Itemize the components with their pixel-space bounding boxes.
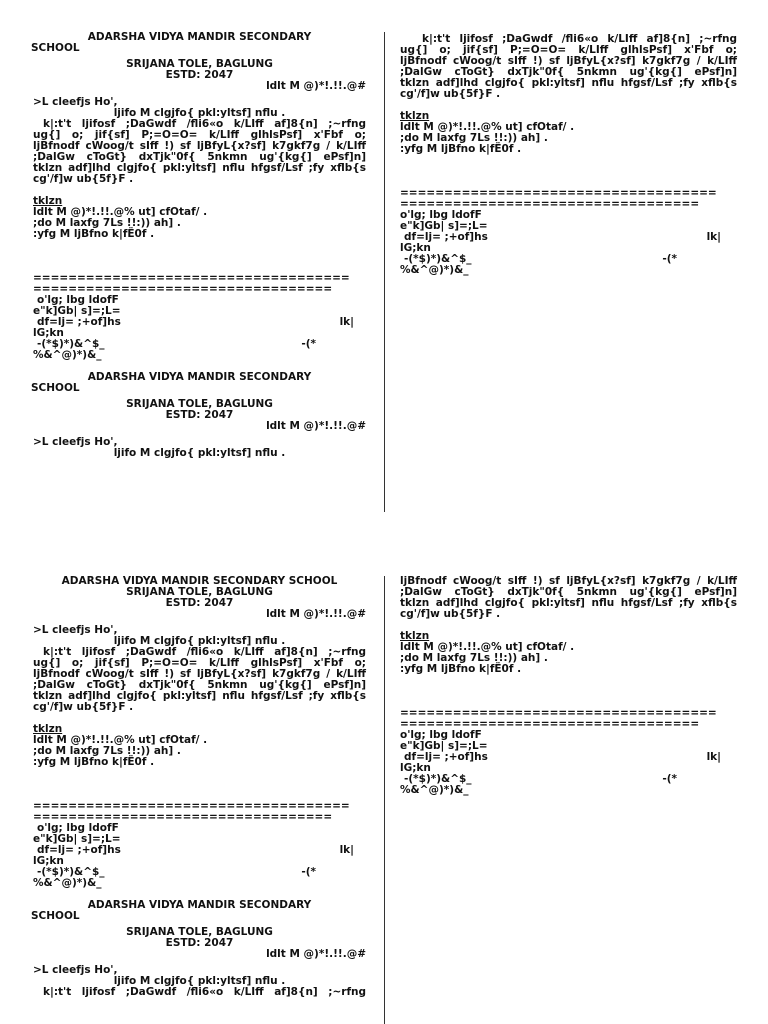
signatory-name-2: e"k]Gb| s]=;L=	[33, 833, 121, 845]
body-line: ug{] o; jif{sf] P;=O=O= k/LIff glhlsPsf] x'Fbf o;	[400, 44, 737, 56]
left-column	[33, 576, 366, 998]
body-line: cg'/f]w ub{5f}F .	[400, 88, 501, 100]
school-address: SRIJANA TOLE, BAGLUNG	[126, 926, 273, 938]
letter-date: ldlt M @)*!.!!.@#	[266, 80, 366, 92]
left-column	[33, 32, 366, 459]
column-divider	[384, 32, 385, 512]
letter-date: ldlt M @)*!.!!.@#	[266, 948, 366, 960]
document-page-bottom	[0, 572, 768, 1024]
salutation: >L cleefjs Ho',	[33, 624, 118, 636]
body-line: tklzn adf]lhd clgjfo{ pkl:yltsf] nflu hfgsf/Lsf ;fy xflb{s	[400, 77, 737, 89]
phone-right-fragment: -(*	[662, 773, 677, 785]
meeting-date: ldlt M @)*!.!!.@% ut] cfOtaf/ .	[400, 641, 575, 653]
body-line: ;DalGw cToGt} dxTjk"0f{ 5nkmn ug'{kg{] ePsf]n]	[33, 679, 366, 691]
body-line: tklzn adf]lhd clgjfo{ pkl:yltsf] nflu hfgsf/Lsf ;fy xflb{s	[33, 690, 366, 702]
body-line: tklzn adf]lhd clgjfo{ pkl:yltsf] nflu hfgsf/Lsf ;fy xflb{s	[33, 162, 366, 174]
meeting-venue: :yfg M ljBfno k|fË0f .	[33, 756, 155, 768]
principal-title: lG;kn	[33, 327, 64, 339]
body-line: ljBfnodf cWoog/t sIff !) sf ljBfyL{x?sf] k7gkf7g / k/LIff	[33, 140, 366, 152]
phone-right: %&^@)*)&_	[33, 349, 102, 361]
principal-title-fragment: lk|	[339, 844, 354, 856]
right-column	[400, 576, 737, 796]
salutation: >L cleefjs Ho',	[33, 964, 118, 976]
signatory-name-2: e"k]Gb| s]=;L=	[400, 740, 488, 752]
divider: ==================================	[33, 284, 333, 295]
signatory-title-row	[400, 752, 737, 763]
signatory-name-2: e"k]Gb| s]=;L=	[400, 220, 488, 232]
details-heading: tklzn	[33, 723, 63, 735]
school-address: SRIJANA TOLE, BAGLUNG	[126, 398, 273, 410]
phone-left: -(*$)*)&^$_	[37, 866, 105, 878]
meeting-time: ;do M laxfg 7Ls !!:)) ah] .	[400, 652, 548, 664]
established-year: ESTD: 2047	[165, 69, 234, 81]
principal-title: lG;kn	[400, 762, 431, 774]
body-line: k|:t't ljifosf ;DaGwdf /fli6«o k/LIff af]8{n] ;~rfng	[43, 118, 366, 130]
meeting-date: ldlt M @)*!.!!.@% ut] cfOtaf/ .	[33, 206, 208, 218]
meeting-venue: :yfg M ljBfno k|fË0f .	[400, 143, 522, 155]
body-line: k|:t't ljifosf ;DaGwdf /fli6«o k/LIff af]8{n] ;~rfng	[422, 33, 737, 45]
divider: ====================================	[400, 188, 717, 199]
column-divider	[384, 576, 385, 1024]
principal-title-fragment: lk|	[706, 751, 721, 763]
school-name-line2: SCHOOL	[31, 42, 80, 54]
body-line: ug{] o; jif{sf] P;=O=O= k/LIff glhlsPsf] x'Fbf o;	[33, 129, 366, 141]
meeting-date: ldlt M @)*!.!!.@% ut] cfOtaf/ .	[33, 734, 208, 746]
details-heading: tklzn	[33, 195, 63, 207]
coordinator-title: df=lj= ;+of]hs	[37, 316, 121, 328]
divider: ====================================	[33, 273, 350, 284]
meeting-time: ;do M laxfg 7Ls !!:)) ah] .	[400, 132, 548, 144]
principal-title-fragment: lk|	[339, 316, 354, 328]
body-line: ;DalGw cToGt} dxTjk"0f{ 5nkmn ug'{kg{] ePsf]n]	[400, 66, 737, 78]
coordinator-title: df=lj= ;+of]hs	[404, 231, 488, 243]
school-name-full: ADARSHA VIDYA MANDIR SECONDARY SCHOOL	[61, 575, 338, 587]
meeting-venue: :yfg M ljBfno k|fË0f .	[400, 663, 522, 675]
divider: ==================================	[400, 719, 700, 730]
coordinator-title: df=lj= ;+of]hs	[404, 751, 488, 763]
body-line: cg'/f]w ub{5f}F .	[400, 608, 501, 620]
phone-right: %&^@)*)&_	[400, 264, 469, 276]
signatory-title-row	[33, 845, 366, 856]
meeting-date: ldlt M @)*!.!!.@% ut] cfOtaf/ .	[400, 121, 575, 133]
right-column	[400, 34, 737, 276]
phone-left: -(*$)*)&^$_	[404, 773, 472, 785]
body-line: k|:t't ljifosf ;DaGwdf /fli6«o k/LIff af]8{n] ;~rfng	[43, 646, 366, 658]
signatory-name: o'lg; lbg ldofF	[37, 294, 119, 306]
divider: ====================================	[400, 708, 717, 719]
body-line: cg'/f]w ub{5f}F .	[33, 173, 134, 185]
school-name-line2: SCHOOL	[31, 382, 80, 394]
details-heading: tklzn	[400, 110, 430, 122]
principal-title: lG;kn	[400, 242, 431, 254]
signatory-name: o'lg; lbg ldofF	[37, 822, 119, 834]
salutation: >L cleefjs Ho',	[33, 96, 118, 108]
signatory-title-row	[400, 232, 737, 243]
letter-subject: ljifo M clgjfo{ pkl:yltsf] nflu .	[113, 635, 286, 647]
school-address: SRIJANA TOLE, BAGLUNG	[126, 586, 273, 598]
signatory-name-2: e"k]Gb| s]=;L=	[33, 305, 121, 317]
body-line: ljBfnodf cWoog/t sIff !) sf ljBfyL{x?sf] k7gkf7g / k/LIff	[400, 55, 737, 67]
school-address: SRIJANA TOLE, BAGLUNG	[126, 58, 273, 70]
school-name-line1: ADARSHA VIDYA MANDIR SECONDARY	[87, 371, 312, 383]
established-year: ESTD: 2047	[165, 409, 234, 421]
letter-subject: ljifo M clgjfo{ pkl:yltsf] nflu .	[113, 447, 286, 459]
divider: ==================================	[33, 812, 333, 823]
phone-right-fragment: -(*	[301, 338, 316, 350]
signatory-title-row	[33, 317, 366, 328]
body-line: ljBfnodf cWoog/t sIff !) sf ljBfyL{x?sf] k7gkf7g / k/LIff	[400, 575, 737, 587]
details-heading: tklzn	[400, 630, 430, 642]
body-line: ug{] o; jif{sf] P;=O=O= k/LIff glhlsPsf] x'Fbf o;	[33, 657, 366, 669]
principal-title: lG;kn	[33, 855, 64, 867]
school-name-line2: SCHOOL	[31, 910, 80, 922]
principal-title-fragment: lk|	[706, 231, 721, 243]
established-year: ESTD: 2047	[165, 937, 234, 949]
divider: ==================================	[400, 199, 700, 210]
letter-subject: ljifo M clgjfo{ pkl:yltsf] nflu .	[113, 975, 286, 987]
phone-right: %&^@)*)&_	[400, 784, 469, 796]
signatory-name: o'lg; lbg ldofF	[400, 209, 482, 221]
body-line: cg'/f]w ub{5f}F .	[33, 701, 134, 713]
body-line: ;DalGw cToGt} dxTjk"0f{ 5nkmn ug'{kg{] ePsf]n]	[400, 586, 737, 598]
meeting-time: ;do M laxfg 7Ls !!:)) ah] .	[33, 745, 181, 757]
divider: ====================================	[33, 801, 350, 812]
phone-right-fragment: -(*	[662, 253, 677, 265]
signatory-name: o'lg; lbg ldofF	[400, 729, 482, 741]
meeting-venue: :yfg M ljBfno k|fË0f .	[33, 228, 155, 240]
letter-subject: ljifo M clgjfo{ pkl:yltsf] nflu .	[113, 107, 286, 119]
coordinator-title: df=lj= ;+of]hs	[37, 844, 121, 856]
body-line: ljBfnodf cWoog/t sIff !) sf ljBfyL{x?sf] k7gkf7g / k/LIff	[33, 668, 366, 680]
school-name-line1: ADARSHA VIDYA MANDIR SECONDARY	[87, 31, 312, 43]
body-line: ;DalGw cToGt} dxTjk"0f{ 5nkmn ug'{kg{] ePsf]n]	[33, 151, 366, 163]
phone-left: -(*$)*)&^$_	[404, 253, 472, 265]
school-name-line1: ADARSHA VIDYA MANDIR SECONDARY	[87, 899, 312, 911]
phone-right-fragment: -(*	[301, 866, 316, 878]
phone-right: %&^@)*)&_	[33, 877, 102, 889]
salutation: >L cleefjs Ho',	[33, 436, 118, 448]
established-year: ESTD: 2047	[165, 597, 234, 609]
letter-date: ldlt M @)*!.!!.@#	[266, 420, 366, 432]
phone-left: -(*$)*)&^$_	[37, 338, 105, 350]
meeting-time: ;do M laxfg 7Ls !!:)) ah] .	[33, 217, 181, 229]
letter-date: ldlt M @)*!.!!.@#	[266, 608, 366, 620]
body-line: k|:t't ljifosf ;DaGwdf /fli6«o k/LIff af]8{n] ;~rfng	[43, 986, 366, 998]
body-line: tklzn adf]lhd clgjfo{ pkl:yltsf] nflu hfgsf/Lsf ;fy xflb{s	[400, 597, 737, 609]
